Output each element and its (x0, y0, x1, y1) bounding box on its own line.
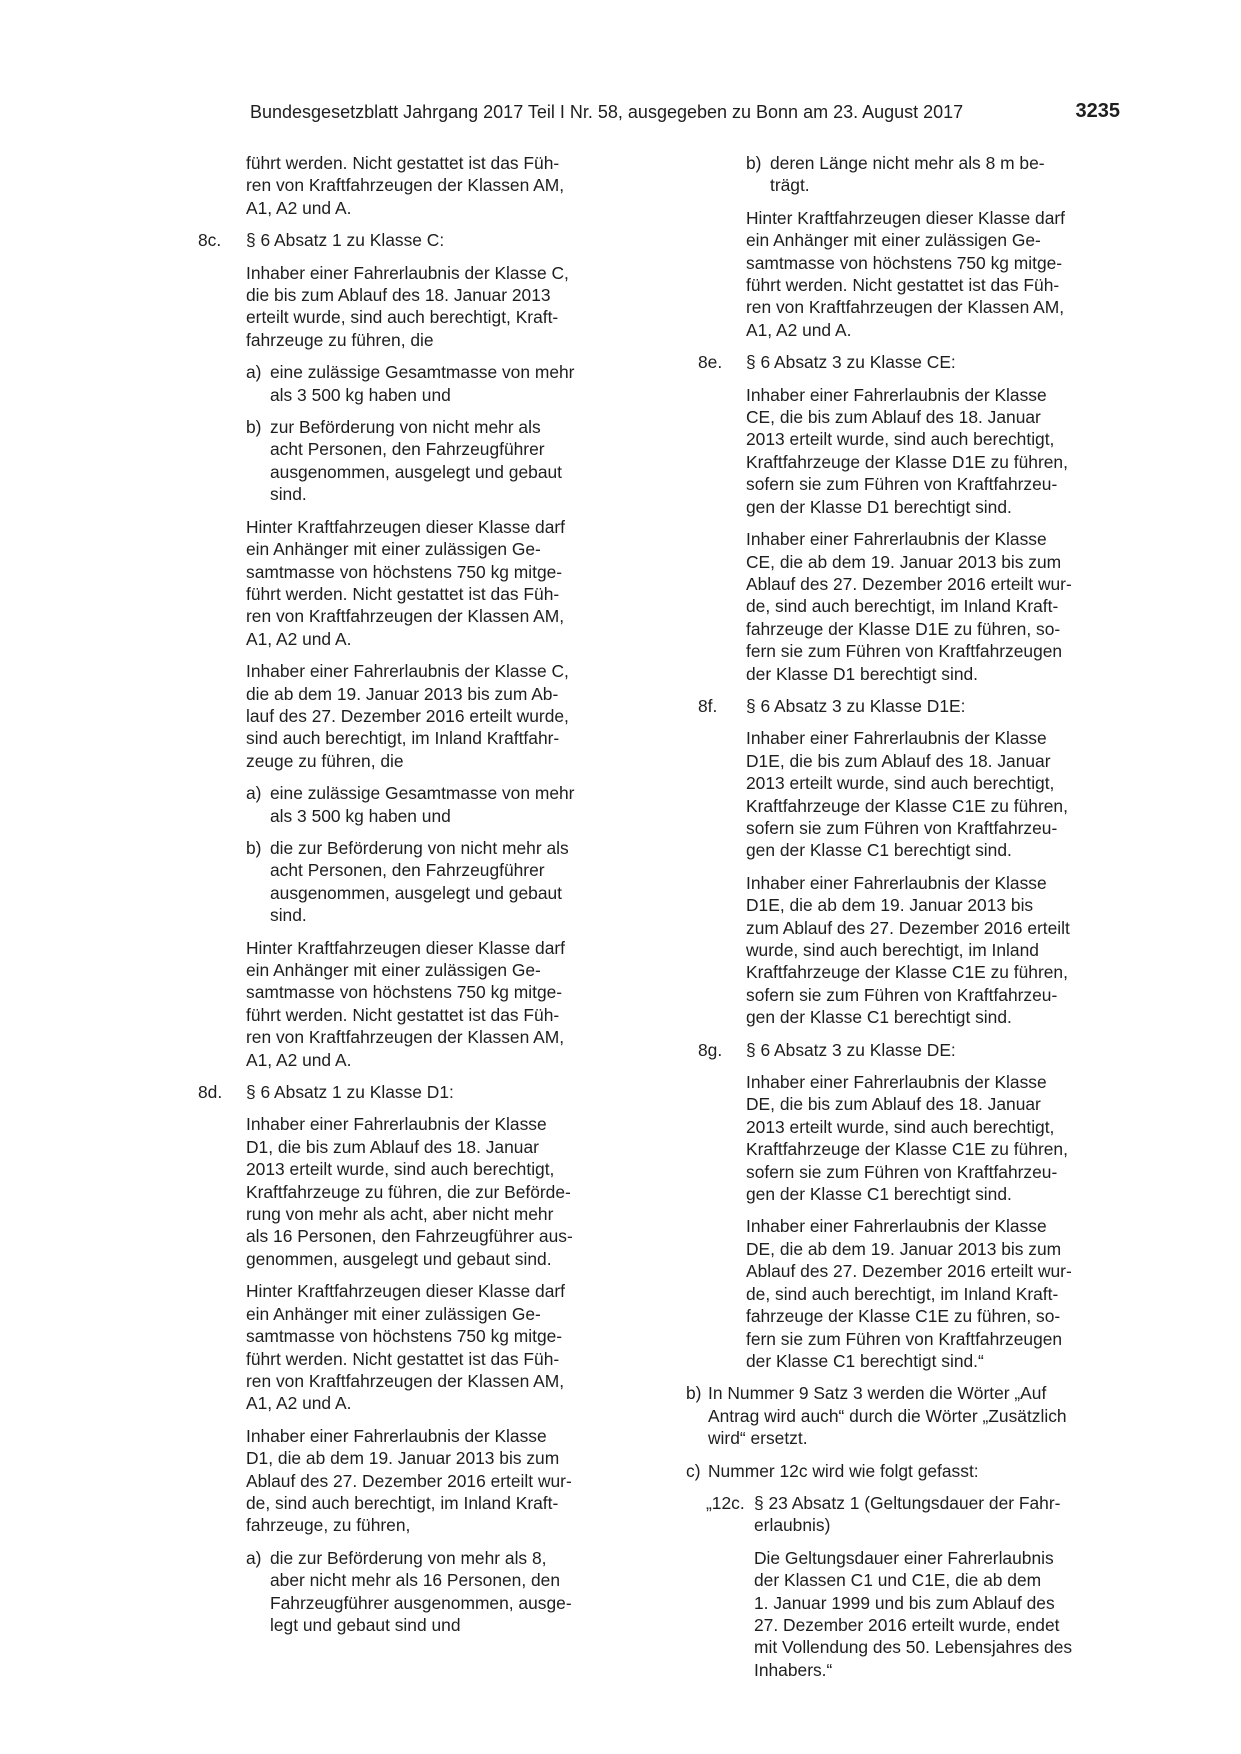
header-title: Bundesgesetzblatt Jahrgang 2017 Teil I Nr. 58, ausgegeben zu Bonn am 23. August 2017 (250, 102, 964, 122)
section-heading: § 6 Absatz 1 zu Klasse D1: (246, 1082, 454, 1103)
list-item-text (770, 152, 1103, 197)
text-line: D1E, die ab dem 19. Januar 2013 bis (746, 895, 1034, 916)
text-line: samtmasse von höchstens 750 kg mitge- (246, 982, 563, 1003)
list-item (246, 1547, 606, 1637)
text-line: die zur Beförderung von mehr als 8, (270, 1547, 547, 1568)
text-line: Inhaber einer Fahrerlaubnis der Klasse (746, 529, 1047, 550)
paragraph (746, 528, 1103, 685)
list-item-text (708, 1382, 1103, 1449)
text-line: erteilt wurde, sind auch berechtigt, Kraft- (246, 307, 559, 328)
list-marker: c) (686, 1460, 701, 1481)
text-line: ein Anhänger mit einer zulässigen Ge- (746, 230, 1041, 251)
text-line: rung von mehr als acht, aber nicht mehr (246, 1204, 554, 1225)
paragraph (246, 1425, 606, 1537)
text-line: lauf des 27. Dezember 2016 erteilt wurde, (246, 705, 569, 726)
text-line: ren von Kraftfahrzeugen der Klassen AM, (246, 1027, 565, 1048)
text-line: führt werden. Nicht gestattet ist das Füh- (246, 1004, 560, 1025)
text-line: als 3 500 kg haben und (270, 384, 451, 405)
section-heading: § 6 Absatz 1 zu Klasse C: (246, 230, 445, 251)
right-column (686, 152, 1103, 1691)
text-line: die bis zum Ablauf des 18. Januar 2013 (246, 285, 551, 306)
text-line: mit Vollendung des 50. Lebensjahres des (754, 1637, 1073, 1658)
text-line: D1E, die bis zum Ablauf des 18. Januar (746, 750, 1051, 771)
text-line: ren von Kraftfahrzeugen der Klassen AM, (246, 175, 565, 196)
text-line: Ablauf des 27. Dezember 2016 erteilt wur- (746, 573, 1072, 594)
text-line: samtmasse von höchstens 750 kg mitge- (246, 561, 563, 582)
text-line: fern sie zum Führen von Kraftfahrzeugen (746, 641, 1063, 662)
text-line: 1. Januar 1999 und bis zum Ablauf des (754, 1592, 1055, 1613)
section-heading: § 6 Absatz 3 zu Klasse CE: (746, 352, 956, 373)
paragraph (246, 660, 606, 772)
text-line: D1, die ab dem 19. Januar 2013 bis zum (246, 1448, 560, 1469)
paragraph (746, 872, 1103, 1029)
text-line: gen der Klasse C1 berechtigt sind. (746, 1184, 1012, 1205)
list-marker: b) (686, 1383, 702, 1404)
text-line: der Klassen C1 und C1E, die ab dem (754, 1570, 1042, 1591)
section-heading (754, 1492, 1103, 1537)
text-line: der Klasse C1 berechtigt sind.“ (746, 1350, 984, 1371)
text-line: gen der Klasse C1 berechtigt sind. (746, 1007, 1012, 1028)
page-number: 3235 (1075, 100, 1120, 122)
text-line: A1, A2 und A. (246, 1393, 352, 1414)
amendment-c (686, 1460, 1103, 1482)
list-item-text (270, 837, 606, 927)
text-line: Kraftfahrzeuge der Klasse C1E zu führen, (746, 962, 1068, 983)
text-line: zeuge zu führen, die (246, 750, 404, 771)
continuation-paragraph (246, 152, 606, 219)
text-line: samtmasse von höchstens 750 kg mitge- (246, 1326, 563, 1347)
text-line: die zur Beförderung von nicht mehr als (270, 837, 569, 858)
paragraph (746, 727, 1103, 861)
text-line: Ablauf des 27. Dezember 2016 erteilt wur- (246, 1470, 572, 1491)
list-item (246, 837, 606, 927)
text-line: aber nicht mehr als 16 Personen, den (270, 1570, 561, 1591)
section-number: „12c. (706, 1492, 745, 1513)
text-line: DE, die bis zum Ablauf des 18. Januar (746, 1094, 1041, 1115)
text-line: Inhaber einer Fahrerlaubnis der Klasse C, (246, 661, 569, 682)
paragraph (746, 1215, 1103, 1372)
list-item (246, 416, 606, 506)
text-line: 27. Dezember 2016 erteilt wurde, endet (754, 1614, 1060, 1635)
text-line: Die Geltungsdauer einer Fahrerlaubnis (754, 1547, 1054, 1568)
text-line: ein Anhänger mit einer zulässigen Ge- (246, 1303, 541, 1324)
text-line: Kraftfahrzeuge der Klasse D1E zu führen, (746, 451, 1068, 472)
text-line: fahrzeuge der Klasse D1E zu führen, so- (746, 618, 1061, 639)
text-line: fahrzeuge zu führen, die (246, 329, 434, 350)
text-line: führt werden. Nicht gestattet ist das Füh- (246, 583, 560, 604)
paragraph (746, 207, 1103, 341)
text-line: Nummer 12c wird wie folgt gefasst: (708, 1460, 979, 1481)
text-line: CE, die bis zum Ablauf des 18. Januar (746, 407, 1041, 428)
text-line: 2013 erteilt wurde, sind auch berechtigt, (246, 1159, 555, 1180)
section-number: 8f. (698, 695, 718, 716)
text-line: ein Anhänger mit einer zulässigen Ge- (246, 539, 541, 560)
text-line: gen der Klasse D1 berechtigt sind. (746, 496, 1012, 517)
list-item (246, 361, 606, 406)
text-line: deren Länge nicht mehr als 8 m be- (770, 153, 1045, 173)
paragraph (746, 384, 1103, 518)
text-line: die ab dem 19. Januar 2013 bis zum Ab- (246, 683, 559, 704)
paragraph (246, 937, 606, 1071)
text-line: eine zulässige Gesamtmasse von mehr (270, 362, 575, 383)
list-marker: a) (246, 1547, 262, 1568)
text-line: eine zulässige Gesamtmasse von mehr (270, 783, 575, 804)
text-line: Fahrzeugführer ausgenommen, ausge- (270, 1592, 572, 1613)
text-line: gen der Klasse C1 berechtigt sind. (746, 840, 1012, 861)
section-number: 8d. (198, 1082, 223, 1103)
text-line: sofern sie zum Führen von Kraftfahrzeu- (746, 474, 1058, 495)
list-item-text (270, 416, 606, 506)
list-item-text (270, 782, 606, 827)
text-line: Inhabers.“ (754, 1659, 833, 1680)
text-line: fern sie zum Führen von Kraftfahrzeugen (746, 1328, 1063, 1349)
text-line: ausgenommen, ausgelegt und gebaut (270, 882, 562, 903)
section-8g (698, 1039, 1103, 1061)
text-line: Ablauf des 27. Dezember 2016 erteilt wur- (746, 1261, 1072, 1282)
text-line: A1, A2 und A. (246, 628, 352, 649)
text-line: führt werden. Nicht gestattet ist das Füh- (746, 275, 1060, 296)
list-marker: b) (246, 417, 262, 438)
list-item-text (270, 361, 606, 406)
text-line: A1, A2 und A. (246, 1049, 352, 1070)
section-12c (706, 1492, 1103, 1537)
text-line: wird“ ersetzt. (708, 1428, 808, 1449)
text-line: sofern sie zum Führen von Kraftfahrzeu- (746, 817, 1058, 838)
text-line: der Klasse D1 berechtigt sind. (746, 663, 978, 684)
text-line: zur Beförderung von nicht mehr als (270, 417, 541, 438)
text-line: führt werden. Nicht gestattet ist das Füh- (246, 153, 560, 173)
text-line: fahrzeuge der Klasse C1E zu führen, so- (746, 1306, 1061, 1327)
left-column (198, 152, 606, 1646)
text-line: Hinter Kraftfahrzeugen dieser Klasse darf (246, 937, 565, 958)
text-line: Hinter Kraftfahrzeugen dieser Klasse darf (746, 207, 1065, 228)
text-line: D1, die bis zum Ablauf des 18. Januar (246, 1136, 539, 1157)
text-line: ren von Kraftfahrzeugen der Klassen AM, (246, 606, 565, 627)
text-line: DE, die ab dem 19. Januar 2013 bis zum (746, 1238, 1062, 1259)
section-number: 8g. (698, 1039, 723, 1060)
list-marker: a) (246, 783, 262, 804)
text-line: führt werden. Nicht gestattet ist das Füh- (246, 1348, 560, 1369)
text-line: ein Anhänger mit einer zulässigen Ge- (246, 960, 541, 980)
text-line: Hinter Kraftfahrzeugen dieser Klasse darf (246, 1281, 565, 1302)
text-line: Inhaber einer Fahrerlaubnis der Klasse (746, 872, 1047, 893)
text-line: Antrag wird auch“ durch die Wörter „Zusätzlich (708, 1405, 1067, 1426)
text-line: Hinter Kraftfahrzeugen dieser Klasse darf (246, 516, 565, 537)
section-8f (698, 695, 1103, 717)
list-marker: a) (246, 362, 262, 383)
text-line: sofern sie zum Führen von Kraftfahrzeu- (746, 1161, 1058, 1182)
list-item-text (270, 1547, 606, 1637)
list-item (246, 782, 606, 827)
section-8d (198, 1081, 606, 1103)
text-line: A1, A2 und A. (246, 197, 352, 218)
paragraph (246, 1113, 606, 1270)
section-number: 8e. (698, 352, 723, 373)
text-line: In Nummer 9 Satz 3 werden die Wörter „Auf (708, 1383, 1047, 1404)
paragraph (246, 262, 606, 352)
text-line: samtmasse von höchstens 750 kg mitge- (746, 252, 1063, 273)
text-line: sofern sie zum Führen von Kraftfahrzeu- (746, 984, 1058, 1005)
text-line: sind auch berechtigt, im Inland Kraftfahr- (246, 728, 560, 749)
text-line: Kraftfahrzeuge der Klasse C1E zu führen, (746, 1139, 1068, 1160)
text-line: genommen, ausgelegt und gebaut sind. (246, 1248, 552, 1269)
text-line: als 16 Personen, den Fahrzeugführer aus- (246, 1226, 573, 1247)
text-line: Inhaber einer Fahrerlaubnis der Klasse (246, 1114, 547, 1135)
text-line: CE, die ab dem 19. Januar 2013 bis zum (746, 551, 1062, 572)
text-line: ren von Kraftfahrzeugen der Klassen AM, (246, 1370, 565, 1391)
text-line: ren von Kraftfahrzeugen der Klassen AM, (746, 297, 1065, 318)
section-8e (698, 351, 1103, 373)
text-line: ausgenommen, ausgelegt und gebaut (270, 461, 562, 482)
text-line: legt und gebaut sind und (270, 1614, 461, 1635)
list-marker: b) (746, 153, 762, 173)
text-line: wurde, sind auch berechtigt, im Inland (746, 940, 1039, 960)
text-line: de, sind auch berechtigt, im Inland Kraft- (746, 596, 1059, 617)
text-line: acht Personen, den Fahrzeugführer (270, 860, 545, 881)
text-line: Inhaber einer Fahrerlaubnis der Klasse (746, 1072, 1047, 1093)
text-line: sind. (270, 905, 307, 926)
text-line: erlaubnis) (754, 1515, 831, 1536)
list-marker: b) (246, 837, 262, 858)
text-line: zum Ablauf des 27. Dezember 2016 erteilt (746, 917, 1070, 938)
text-line: trägt. (770, 175, 810, 196)
text-line: Inhaber einer Fahrerlaubnis der Klasse (746, 384, 1047, 405)
text-line: acht Personen, den Fahrzeugführer (270, 439, 545, 460)
text-line: de, sind auch berechtigt, im Inland Kraft- (746, 1283, 1059, 1304)
text-line: Kraftfahrzeuge zu führen, die zur Beförde- (246, 1181, 571, 1202)
list-item-text (708, 1460, 1103, 1482)
text-line: sind. (270, 484, 307, 505)
text-line: Inhaber einer Fahrerlaubnis der Klasse C, (246, 262, 569, 283)
text-line: Inhaber einer Fahrerlaubnis der Klasse (746, 1216, 1047, 1237)
text-line: als 3 500 kg haben und (270, 805, 451, 826)
text-line: 2013 erteilt wurde, sind auch berechtigt, (746, 429, 1055, 450)
text-line: Inhaber einer Fahrerlaubnis der Klasse (246, 1425, 547, 1446)
paragraph (746, 1547, 1103, 1681)
amendment-b (686, 1382, 1103, 1449)
text-line: A1, A2 und A. (746, 319, 852, 340)
text-line: fahrzeuge, zu führen, (246, 1515, 411, 1536)
section-heading: § 6 Absatz 3 zu Klasse DE: (746, 1039, 956, 1060)
section-number: 8c. (198, 230, 222, 251)
text-line: Kraftfahrzeuge der Klasse C1E zu führen, (746, 795, 1068, 816)
text-line: 2013 erteilt wurde, sind auch berechtigt, (746, 773, 1055, 794)
text-line: 2013 erteilt wurde, sind auch berechtigt, (746, 1116, 1055, 1137)
section-8c (198, 229, 606, 251)
paragraph (246, 516, 606, 650)
paragraph (246, 1280, 606, 1414)
section-heading: § 6 Absatz 3 zu Klasse D1E: (746, 695, 966, 716)
text-line: § 23 Absatz 1 (Geltungsdauer der Fahr- (754, 1492, 1061, 1513)
text-line: de, sind auch berechtigt, im Inland Kraft- (246, 1492, 559, 1513)
list-item (746, 152, 1103, 197)
paragraph (746, 1071, 1103, 1205)
text-line: Inhaber einer Fahrerlaubnis der Klasse (746, 728, 1047, 749)
